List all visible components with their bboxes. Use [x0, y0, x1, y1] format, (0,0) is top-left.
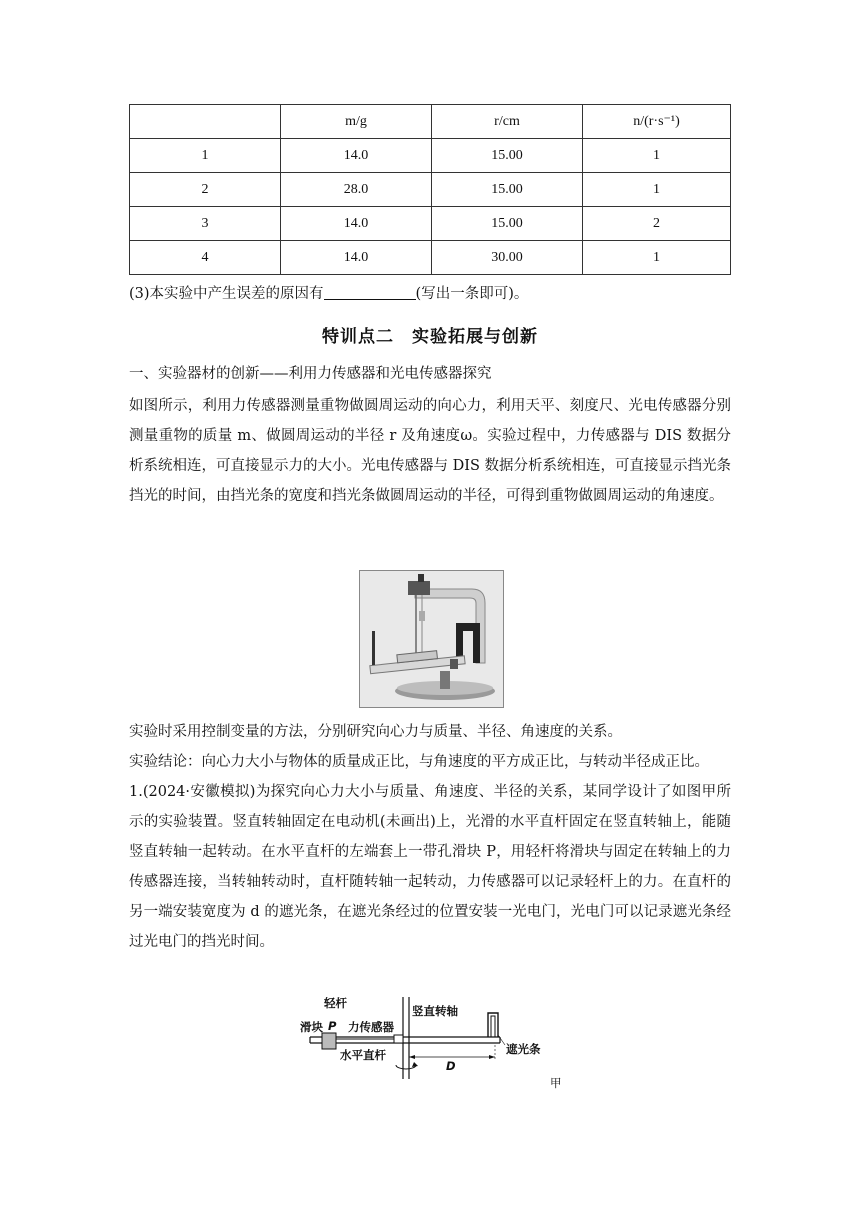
label-D: D: [446, 1059, 456, 1073]
table-cell: 14.0: [281, 207, 432, 241]
table-cell: 14.0: [281, 139, 432, 173]
table-cell: 1: [583, 173, 731, 207]
table-cell: 1: [130, 139, 281, 173]
conclusion-paragraph: 实验结论：向心力大小与物体的质量成正比，与角速度的平方成正比，与转动半径成正比。: [129, 754, 709, 770]
figure-jia: [300, 995, 570, 1095]
figure-caption: 甲: [550, 1076, 562, 1090]
table-cell: 15.00: [432, 173, 583, 207]
table-cell: 15.00: [432, 207, 583, 241]
header-cell: m/g: [281, 105, 432, 139]
header-cell: [130, 105, 281, 139]
table-cell: 1: [583, 241, 731, 275]
question-3-suffix: (写出一条即可)。: [415, 286, 529, 302]
header-cell: n/(r·s⁻¹): [583, 105, 731, 139]
data-table: [129, 104, 731, 275]
table-cell: 15.00: [432, 139, 583, 173]
subheading: 一、实验器材的创新——利用力传感器和光电传感器探究: [129, 366, 492, 382]
header-cell: r/cm: [432, 105, 583, 139]
table-row: [130, 241, 731, 275]
section-title: 特训点二 实验拓展与创新: [322, 327, 538, 347]
label-P: P: [328, 1019, 337, 1033]
label-slider: 滑块: [300, 1020, 323, 1034]
table-cell: 28.0: [281, 173, 432, 207]
table-cell: 14.0: [281, 241, 432, 275]
method-paragraph: 实验时采用控制变量的方法，分别研究向心力与质量、半径、角速度的关系。: [129, 724, 622, 740]
label-vertical-shaft: 竖直转轴: [412, 1004, 458, 1018]
question-3-text: (3)本实验中产生误差的原因有: [129, 286, 324, 302]
table-row: [130, 139, 731, 173]
apparatus-photo-drawing: [360, 571, 503, 707]
table-cell: 4: [130, 241, 281, 275]
label-force-sensor: 力传感器: [348, 1020, 394, 1034]
table-cell: 3: [130, 207, 281, 241]
table-cell: 30.00: [432, 241, 583, 275]
label-light-rod: 轻杆: [324, 996, 347, 1010]
table-cell: 1: [583, 139, 731, 173]
table-row: [130, 207, 731, 241]
label-horizontal-rod: 水平直杆: [340, 1048, 386, 1062]
table-cell: 2: [130, 173, 281, 207]
question-3: [129, 284, 528, 304]
problem-1: 1.(2024·安徽模拟)为探究向心力大小与质量、角速度、半径的关系，某同学设计了如图甲所示的实验装置。竖直转轴固定在电动机(未画出)上，光滑的水平直杆固定在竖直转轴上，能随竖直转轴一起转动。在水平直杆的左端套上一带孔滑块 P，用轻杆将滑块与固定在转轴上的力传感器连接，当转轴转动时，直杆随转轴一起转动，力传感器可以记录轻杆上的力。在直杆的另一端安装宽度为 d 的遮光条，在遮光条经过的位置安装一光电门，光电门可以记录遮光条经过光电门的挡光时间。: [129, 784, 731, 950]
answer-blank[interactable]: [324, 285, 416, 300]
table-header-row: [130, 105, 731, 139]
table-cell: 2: [583, 207, 731, 241]
apparatus-photo: [359, 570, 504, 708]
label-shade-strip: 遮光条: [506, 1042, 541, 1056]
intro-paragraph: 如图所示，利用力传感器测量重物做圆周运动的向心力，利用天平、刻度尺、光电传感器分别测量重物的质量 m、做圆周运动的半径 r 及角速度ω。实验过程中，力传感器与 DIS 数据分析系统相连，可直接显示力的大小。光电传感器与 DIS 数据分析系统相连，可直接显示挡光条挡光的时间，由挡光条的宽度和挡光条做圆周运动的半径，可得到重物做圆周运动的角速度。: [129, 398, 732, 504]
table-row: [130, 173, 731, 207]
